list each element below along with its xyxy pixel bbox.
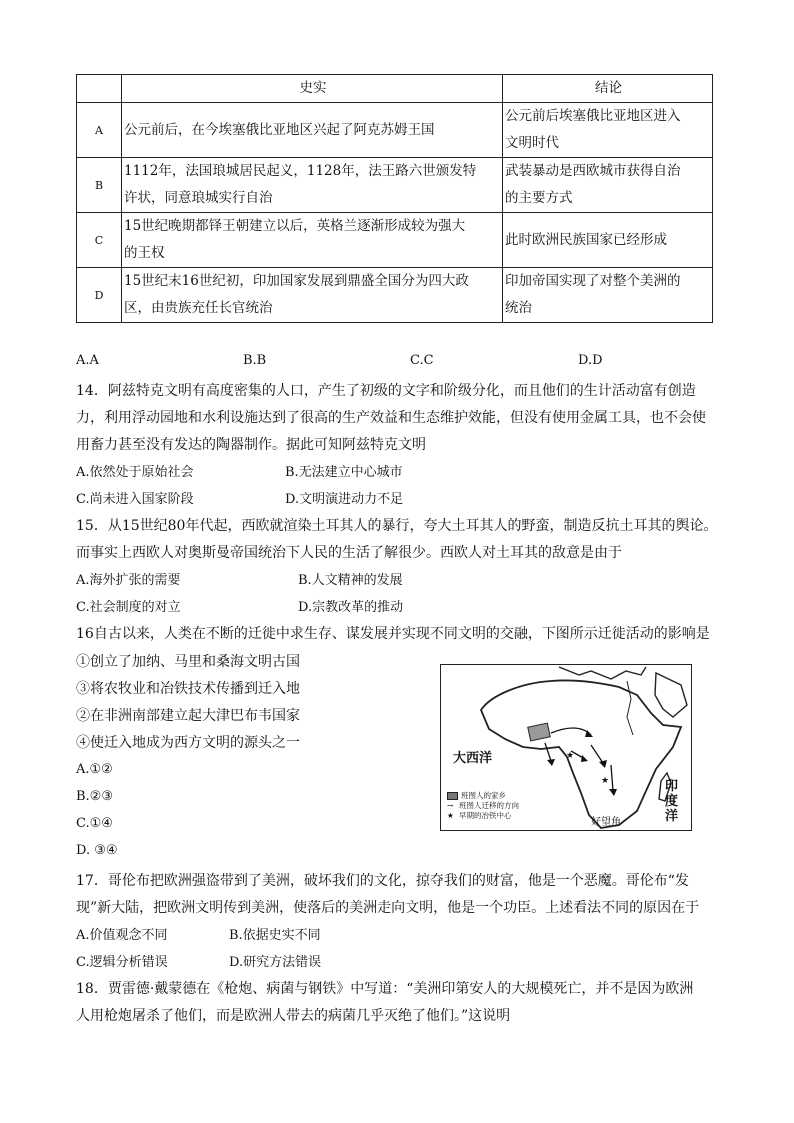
conclusion-line: 的主要方式: [505, 190, 573, 206]
q17-option-d: D.研究方法错误: [229, 955, 322, 970]
legend-homeland: [447, 791, 519, 801]
q16-statement-3: ③将农牧业和冶铁技术传播到迁入地: [76, 681, 300, 697]
header-conclusion: 结论: [503, 75, 713, 103]
table-row: [77, 103, 713, 158]
row-fact: [122, 103, 503, 158]
q13-option-c: C.C: [410, 353, 434, 368]
row-fact: [122, 268, 503, 323]
q17-option-c: C.逻辑分析错误: [76, 955, 168, 970]
q15-stem-line-2: 而事实上西欧人对奥斯曼帝国统治下人民的生活了解很少。西欧人对土耳其的敌意是由于: [76, 545, 622, 561]
row-fact: [122, 213, 503, 268]
row-key: C: [77, 213, 122, 268]
row-key: D: [77, 268, 122, 323]
q16-stem: 16自古以来，人类在不断的迁徙中求生存、谋发展并实现不同文明的交融，下图所示迁徙活动的影响是: [76, 626, 710, 642]
header-fact: 史实: [122, 75, 503, 103]
map-legend: [447, 791, 519, 821]
table-row: [77, 268, 713, 323]
fact-line: 公元前后，在今埃塞俄比亚地区兴起了阿克苏姆王国: [124, 121, 435, 138]
legend-migration-label: 班图人迁移的方向: [459, 801, 519, 810]
table-row: [77, 158, 713, 213]
q14-stem-line-2: 力，利用浮动园地和水利设施达到了很高的生产效益和生态维护效能，但没有使用金属工具，也不会使: [76, 410, 706, 426]
fact-line: 区，由贵族充任长官统治: [124, 300, 273, 316]
q16-option-a: A.①②: [76, 762, 113, 777]
conclusion-line: 此时欧洲民族国家已经形成: [505, 231, 667, 248]
legend-iron-label: 早期的冶铁中心: [459, 811, 512, 820]
star-icon: ★: [447, 811, 454, 820]
conclusion-line: 公元前后埃塞俄比亚地区进入: [505, 108, 681, 124]
legend-homeland-label: 班图人的家乡: [461, 791, 506, 800]
q14-stem-line-1: 14．阿兹特克文明有高度密集的人口，产生了初级的文字和阶级分化，而且他们的生计活动富有创造: [76, 383, 696, 399]
conclusion-line: 统治: [505, 300, 532, 316]
cape-label: 好望角: [591, 817, 621, 828]
svg-text:★: ★: [601, 776, 610, 786]
q16-statement-4: ④使迁入地成为西方文明的源头之一: [76, 735, 300, 751]
fact-line: 的王权: [124, 245, 165, 261]
row-key: A: [77, 103, 122, 158]
q15-stem-line-1: 15．从15世纪80年代起，西欧就渲染土耳其人的暴行，夸大土耳其人的野蛮，制造反抗土耳其的舆论。: [76, 518, 718, 534]
question-13-table: [76, 74, 713, 323]
q16-option-c: C.①④: [76, 816, 113, 831]
q17-stem-line-1: 17．哥伦布把欧洲强盗带到了美洲，破坏我们的文化，掠夺我们的财富，他是一个恶魔。哥伦布“发: [76, 873, 689, 889]
q13-option-d: D.D: [578, 353, 603, 368]
africa-migration-map: [440, 664, 692, 831]
q15-option-c: C.社会制度的对立: [76, 600, 181, 615]
arrow-right-icon: →: [447, 801, 454, 810]
row-conclusion: [503, 268, 713, 323]
row-key: B: [77, 158, 122, 213]
table-header-row: [77, 75, 713, 103]
q17-option-a: A.价值观念不同: [76, 928, 168, 943]
q16-option-d: D. ③④: [76, 843, 118, 858]
row-conclusion: [503, 213, 713, 268]
row-fact: [122, 158, 503, 213]
q14-option-d: D.文明演进动力不足: [285, 492, 404, 507]
q16-statement-1: ①创立了加纳、马里和桑海文明古国: [76, 654, 300, 670]
q14-stem-line-3: 用畜力甚至没有发达的陶器制作。据此可知阿兹特克文明: [76, 437, 426, 453]
fact-line: 15世纪末16世纪初，印加国家发展到鼎盛全国分为四大政: [124, 273, 469, 289]
fact-line: 15世纪晚期都铎王朝建立以后，英格兰逐渐形成较为强大: [124, 218, 466, 234]
fact-line: 许状，同意琅城实行自治: [124, 190, 273, 206]
legend-migration: [447, 801, 519, 811]
row-conclusion: [503, 158, 713, 213]
legend-homeland-swatch: [447, 792, 458, 800]
svg-text:★: ★: [566, 751, 575, 761]
q14-option-c: C.尚未进入国家阶段: [76, 492, 194, 507]
q16-statement-2: ②在非洲南部建立起大津巴布韦国家: [76, 708, 300, 724]
fact-line: 1112年，法国琅城居民起义，1128年，法王路六世颁发特: [124, 163, 477, 179]
q17-stem-line-2: 现”新大陆，把欧洲文明传到美洲，使落后的美洲走向文明，他是一个功臣。上述看法不同的原因在于: [76, 900, 700, 916]
ocean-label-atlantic: 大西洋: [453, 751, 493, 766]
q15-option-a: A.海外扩张的需要: [76, 573, 181, 588]
q18-stem-line-1: 18．贾雷德·戴蒙德在《枪炮、病菌与钢铁》中写道：“美洲印第安人的大规模死亡，并不是因为欧洲: [76, 981, 694, 997]
q13-option-b: B.B: [243, 353, 267, 368]
q14-option-b: B.无法建立中心城市: [285, 465, 403, 480]
q14-option-a: A.依然处于原始社会: [76, 465, 194, 480]
q13-option-a: A.A: [76, 353, 99, 368]
conclusion-line: 武装暴动是西欧城市获得自治: [505, 163, 681, 179]
legend-iron: [447, 811, 519, 821]
conclusion-line: 印加帝国实现了对整个美洲的: [505, 273, 681, 289]
row-conclusion: [503, 103, 713, 158]
q16-option-b: B.②③: [76, 789, 113, 804]
q15-option-d: D.宗教改革的推动: [298, 600, 404, 615]
q18-stem-line-2: 人用枪炮屠杀了他们，而是欧洲人带去的病菌几乎灭绝了他们。”这说明: [76, 1008, 511, 1024]
q15-option-b: B.人文精神的发展: [298, 573, 403, 588]
table-row: [77, 213, 713, 268]
conclusion-line: 文明时代: [505, 135, 559, 151]
ocean-label-indian: 印度洋: [665, 779, 679, 824]
header-key: [77, 75, 122, 103]
q17-option-b: B.依据史实不同: [229, 928, 321, 943]
